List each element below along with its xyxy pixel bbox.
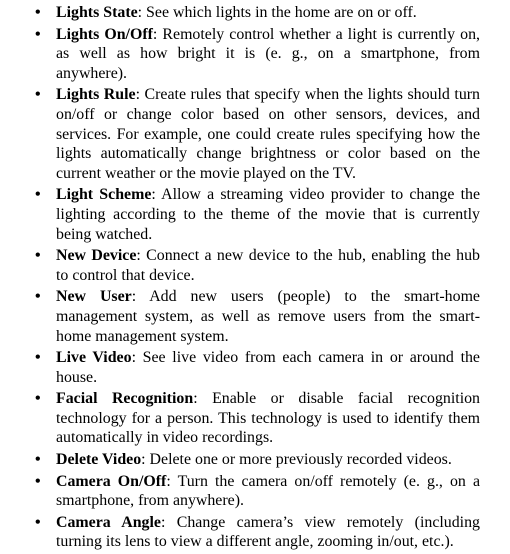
- item-description: : Turn the camera on/off remotely (e. g., on a smartphone, from anywhere).: [56, 472, 480, 510]
- item-description: : Delete one or more previously recorded videos.: [141, 451, 452, 469]
- list-item: [0, 25, 510, 84]
- item-term: Camera On/Off: [56, 472, 167, 490]
- list-item: [0, 287, 510, 346]
- item-description: : Connect a new device to the hub, enabling the hub to control that device.: [56, 247, 480, 284]
- bullet-icon: •: [35, 390, 41, 408]
- item-description: : Add new users (people) to the smart-home management system, as well as remove users from the smart-home management system.: [56, 288, 480, 345]
- item-term: Lights Rule: [56, 86, 136, 104]
- bullet-icon: •: [35, 513, 41, 531]
- item-description: : Change camera’s view remotely (including turning its lens to view a different angle, zooming in/out, etc.).: [56, 513, 480, 551]
- feature-list: [0, 3, 510, 552]
- bullet-icon: •: [35, 186, 41, 204]
- list-item: [0, 3, 510, 23]
- list-item: [0, 348, 510, 387]
- item-description: : Create rules that specify when the lights should turn on/off or change color based on other sensors, devices, and services. For example, one could create rules specifying how the lights automatically change brightness or color based on the current weather or the movie played on the TV.: [56, 86, 480, 182]
- item-description: : See live video from each camera in or around the house.: [56, 349, 480, 386]
- bullet-icon: •: [35, 25, 41, 43]
- item-term: Light Scheme: [56, 186, 152, 204]
- list-item: [0, 85, 510, 183]
- bullet-icon: •: [35, 247, 41, 265]
- item-description: : Enable or disable facial recognition technology for a person. This technology is used to identify them automatically in video recordings.: [56, 390, 481, 447]
- item-term: Camera Angle: [56, 513, 161, 531]
- item-term: Facial Recognition: [56, 390, 194, 408]
- item-description: : Allow a streaming video provider to change the lighting according to the theme of the movie that is currently being watched.: [56, 186, 481, 243]
- list-item: [0, 185, 510, 244]
- item-term: New Device: [56, 247, 137, 265]
- item-term: New User: [56, 288, 132, 306]
- item-term: Live Video: [56, 349, 132, 367]
- bullet-icon: •: [35, 4, 41, 21]
- item-description: : Remotely control whether a light is currently on, as well as how bright it is (e. g., on a smartphone, from anywhere).: [56, 25, 480, 82]
- item-term: Lights On/Off: [56, 25, 153, 43]
- list-item: [0, 389, 510, 448]
- list-item: [0, 472, 510, 511]
- item-description: : See which lights in the home are on or off.: [137, 4, 417, 21]
- item-term: Delete Video: [56, 451, 142, 469]
- bullet-icon: •: [35, 451, 41, 469]
- list-item: [0, 450, 510, 470]
- document-body: [0, 3, 510, 554]
- bullet-icon: •: [35, 288, 41, 306]
- bullet-icon: •: [35, 472, 41, 490]
- list-item: [0, 246, 510, 285]
- bullet-icon: •: [35, 86, 41, 104]
- bullet-icon: •: [35, 349, 41, 367]
- item-term: Lights State: [56, 4, 138, 21]
- list-item: [0, 513, 510, 552]
